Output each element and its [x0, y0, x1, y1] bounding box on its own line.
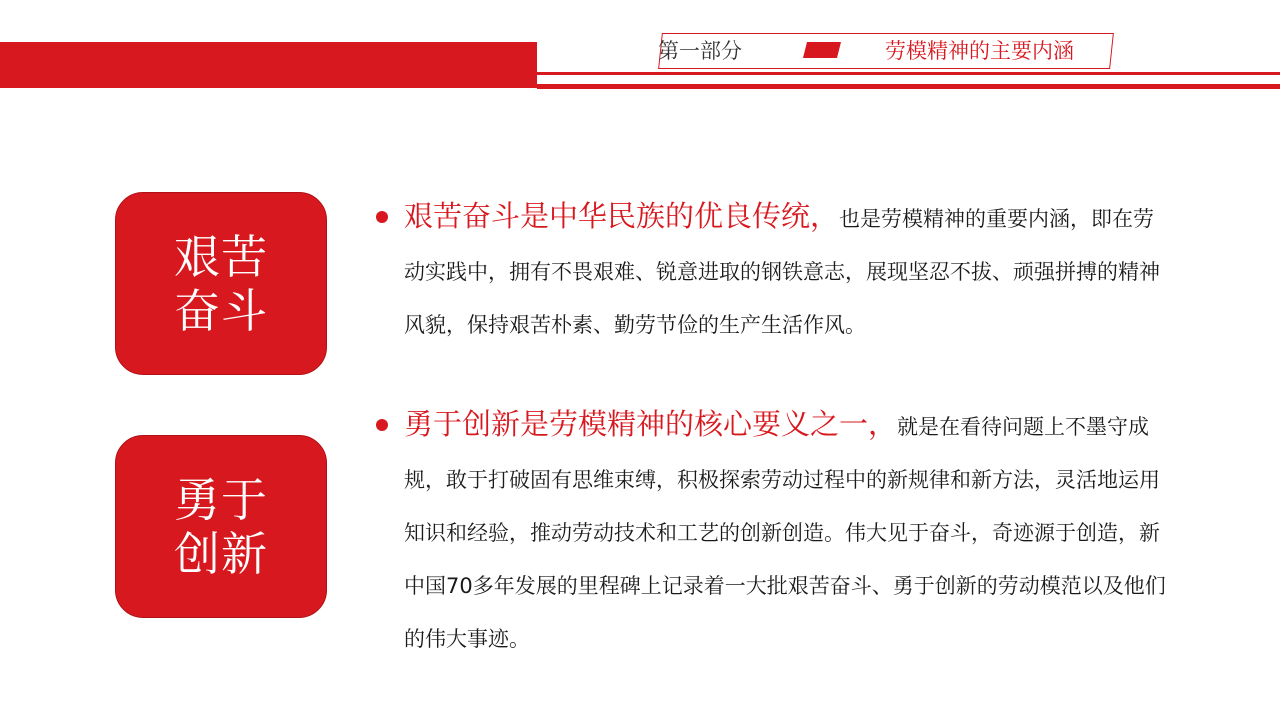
section-marker-shape: [803, 42, 841, 58]
item-headline: 勇于创新是劳模精神的核心要义之一，: [404, 407, 898, 441]
badge-line-1: 艰苦: [174, 229, 268, 284]
content-item-hard-work: [373, 190, 1173, 352]
badge-innovation: [115, 435, 327, 618]
bullet-dot-icon: [376, 419, 388, 431]
bullet-dot-icon: [376, 211, 388, 223]
item-body: 就是在看待问题上不墨守成规，敢于打破固有思维束缚，积极探索劳动过程中的新规律和新方法，灵活地运用知识和经验，推动劳动技术和工艺的创新创造。伟大见于奋斗，奇迹源于创造，新中国70多年发展的里程碑上记录着一大批艰苦奋斗、勇于创新的劳动模范以及他们的伟大事迹。: [404, 415, 1166, 651]
header-red-bar: [0, 42, 537, 88]
section-title: 劳模精神的主要内涵: [885, 39, 1074, 63]
item-paragraph: [373, 398, 1173, 666]
item-body: 也是劳模精神的重要内涵，即在劳动实践中，拥有不畏艰难、锐意进取的钢铁意志，展现坚忍不拔、顽强拼搏的精神风貌，保持艰苦朴素、勤劳节俭的生产生活作风。: [404, 207, 1160, 337]
item-paragraph: [373, 190, 1173, 352]
badge-line-2: 创新: [174, 526, 268, 581]
section-label: 第一部分: [658, 39, 742, 63]
badge-line-2: 奋斗: [174, 283, 268, 338]
badge-line-1: 勇于: [174, 472, 268, 527]
badge-hard-work: [115, 192, 327, 375]
item-headline: 艰苦奋斗是中华民族的优良传统，: [404, 199, 840, 233]
header-thin-line: [537, 72, 1280, 75]
content-item-innovation: [373, 398, 1173, 666]
header-thick-line: [537, 84, 1280, 89]
